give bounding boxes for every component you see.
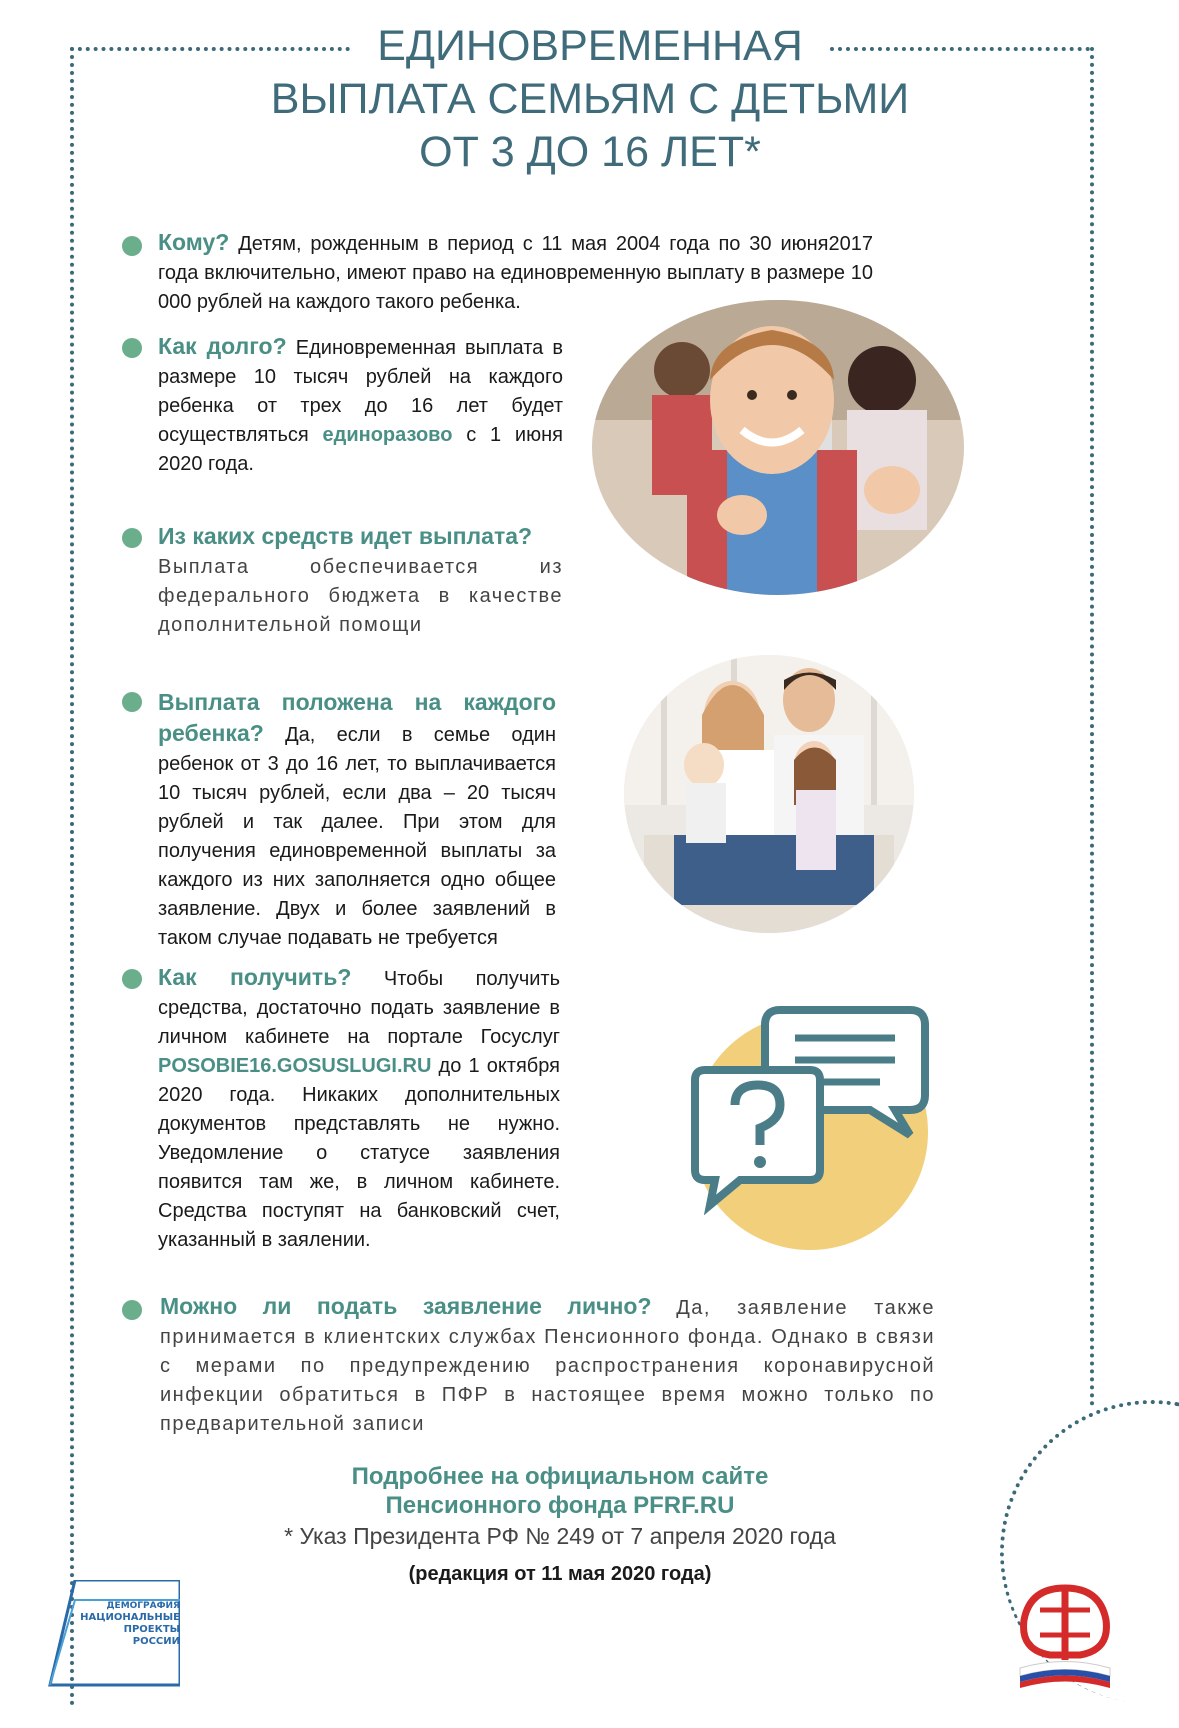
question-label: Кому? [158, 229, 230, 255]
np-line-4: РОССИИ [132, 1636, 180, 1647]
np-line-3: ПРОЕКТЫ [123, 1624, 180, 1635]
section-funding [158, 522, 563, 640]
title-line-1: ЕДИНОВРЕМЕННАЯ [377, 22, 803, 70]
answer-text: Выплата обеспечивается из федерального бюджета в качестве дополнительной помощи [158, 556, 563, 636]
answer-text-end: до 1 октября 2020 года. Никаких дополнительных документов представлять не нужно. Уведомление о статусе заявления появится там же, в личном кабинете. Средства поступят на банковский счет, указанный в заялении. [158, 1055, 560, 1251]
dotted-frame-right [1090, 47, 1094, 1407]
footnote-edition: (редакция от 11 мая 2020 года) [408, 1563, 712, 1585]
section-how-to-get [158, 963, 560, 1255]
family-photo [624, 655, 914, 933]
highlight-text: единоразово [322, 424, 453, 446]
answer-text: Да, если в семье один ребенок от 3 до 16 лет, то выплачивается 10 тысяч рублей, если два – 20 тысяч рублей и так далее. При этом для получения единовременной выплаты за каждого из них заполняется одно общее заявление. Двух и более заявлений в таком случае подавать не требуется [158, 724, 557, 949]
answer-text-end: с 1 июня 2020 года. [158, 424, 563, 475]
title-line-2: ВЫПЛАТА СЕМЬЯМ С ДЕТЬМИ [270, 75, 910, 123]
answer-text: Детям, рожденным в период с 11 мая 2004 года по 30 июня2017 года включительно, имеют право на единовременную выплату в размере 10 000 рублей на каждого такого ребенка. [158, 233, 873, 313]
footnote-decree: * Указ Президента РФ № 249 от 7 апреля 2020 года [284, 1523, 836, 1549]
bullet-dot [122, 236, 142, 256]
np-line-2: НАЦИОНАЛЬНЫЕ [80, 1612, 180, 1623]
question-label: Можно ли подать заявление лично? [160, 1293, 652, 1319]
answer-text: Чтобы получить средства, достаточно подать заявление в личном кабинете на портале Госуслуг [158, 968, 560, 1048]
question-label: Как долго? [158, 333, 287, 359]
section-per-child [158, 688, 556, 953]
footer-more-info [260, 1462, 860, 1520]
dotted-frame-left [70, 47, 74, 1707]
section-how-long [158, 332, 563, 479]
pfr-logo [1010, 1580, 1120, 1690]
children-photo [592, 300, 964, 595]
bullet-dot [122, 692, 142, 712]
question-label: Как получить? [158, 964, 352, 990]
gosuslugi-link[interactable]: POSOBIE16.GOSUSLUGI.RU [158, 1055, 432, 1077]
footer-line-2[interactable]: Пенсионного фонда PFRF.RU [385, 1492, 735, 1519]
page-title [250, 20, 930, 179]
national-projects-text [70, 1600, 180, 1648]
answer-text: Единовременная выплата в размере 10 тысяч рублей на каждого ребенка от трех до 16 лет будет осуществляться [158, 337, 563, 446]
section-in-person [160, 1292, 935, 1439]
bullet-dot [122, 338, 142, 358]
bullet-dot [122, 969, 142, 989]
question-label: Выплата положена на каждого ребенка? [158, 689, 556, 746]
question-label: Из каких средств идет выплата? [158, 523, 533, 549]
title-line-3: ОТ 3 ДО 16 ЛЕТ* [419, 128, 761, 176]
question-chat-icon [680, 1000, 940, 1260]
footer-line-1: Подробнее на официальном сайте [351, 1463, 769, 1490]
np-line-1: ДЕМОГРАФИЯ [106, 1601, 180, 1611]
bullet-dot [122, 528, 142, 548]
answer-text: Да, заявление также принимается в клиентских службах Пенсионного фонда. Однако в связи с мерами по предупреждению распространения коронавирусной инфекции обратиться в ПФР в настоящее время можно только по предварительной записи [160, 1297, 935, 1435]
bullet-dot [122, 1300, 142, 1320]
